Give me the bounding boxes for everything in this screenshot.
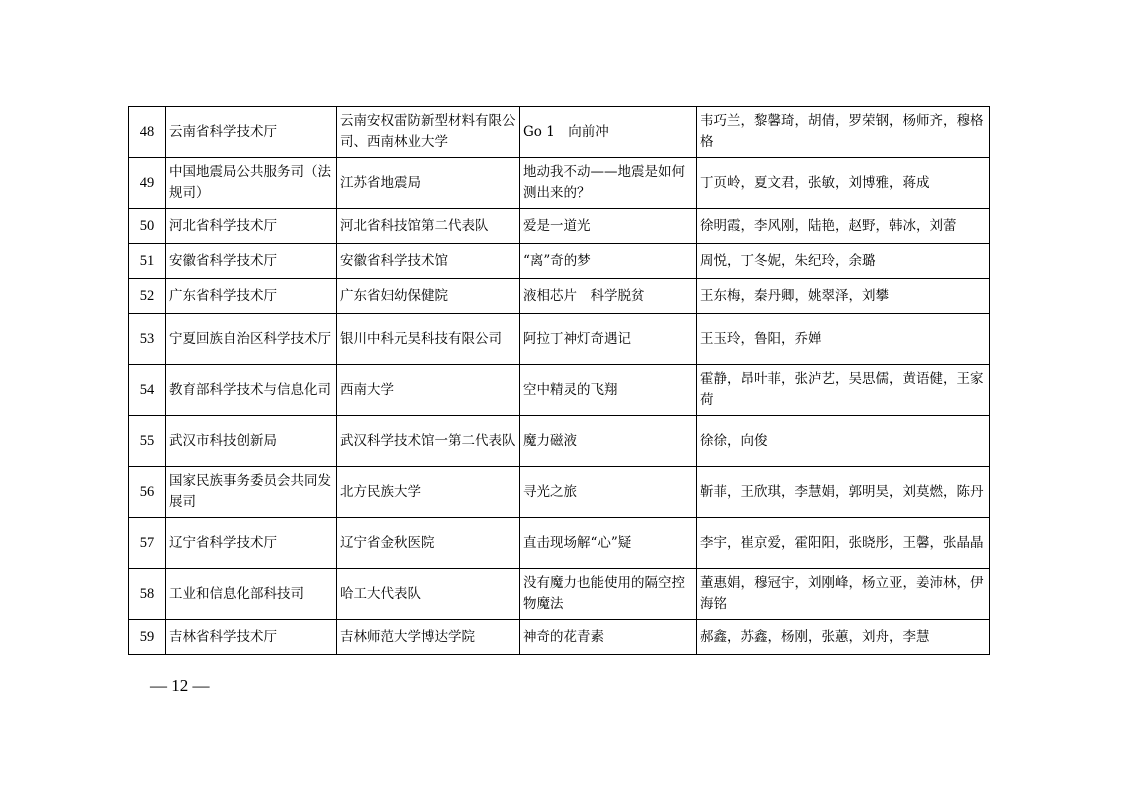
unit-cell: 哈工大代表队: [337, 569, 520, 620]
unit-cell: 江苏省地震局: [337, 158, 520, 209]
department-cell: 吉林省科学技术厅: [166, 620, 337, 655]
row-number: 57: [129, 518, 166, 569]
title-cell: 爱是一道光: [520, 209, 697, 244]
row-number: 59: [129, 620, 166, 655]
department-cell: 云南省科学技术厅: [166, 107, 337, 158]
row-number: 54: [129, 365, 166, 416]
title-cell: 直击现场解“心”疑: [520, 518, 697, 569]
unit-cell: 云南安权雷防新型材料有限公司、西南林业大学: [337, 107, 520, 158]
table-row: [129, 416, 990, 467]
unit-cell: 广东省妇幼保健院: [337, 279, 520, 314]
title-cell: 阿拉丁神灯奇遇记: [520, 314, 697, 365]
row-number: 52: [129, 279, 166, 314]
members-cell: 丁页岭，夏文君，张敏，刘博雅，蒋成: [697, 158, 990, 209]
row-number: 51: [129, 244, 166, 279]
title-cell: 地动我不动——地震是如何测出来的？: [520, 158, 697, 209]
department-cell: 广东省科学技术厅: [166, 279, 337, 314]
title-cell: 液相芯片 科学脱贫: [520, 279, 697, 314]
row-number: 55: [129, 416, 166, 467]
unit-cell: 安徽省科学技术馆: [337, 244, 520, 279]
members-cell: 周悦，丁冬妮，朱纪玲，余璐: [697, 244, 990, 279]
unit-cell: 银川中科元昊科技有限公司: [337, 314, 520, 365]
unit-cell: 辽宁省金秋医院: [337, 518, 520, 569]
members-cell: 董惠娟，穆冠宇，刘刚峰，杨立亚，姜沛林，伊海铭: [697, 569, 990, 620]
title-cell: 没有魔力也能使用的隔空控物魔法: [520, 569, 697, 620]
table-row: [129, 467, 990, 518]
members-cell: 霍静，昂叶菲，张泸艺，吴思儒，黄语健，王家荷: [697, 365, 990, 416]
title-cell: 魔力磁液: [520, 416, 697, 467]
unit-cell: 北方民族大学: [337, 467, 520, 518]
table-row: [129, 107, 990, 158]
row-number: 49: [129, 158, 166, 209]
department-cell: 国家民族事务委员会共同发展司: [166, 467, 337, 518]
row-number: 58: [129, 569, 166, 620]
members-cell: 王玉玲，鲁阳，乔婵: [697, 314, 990, 365]
members-cell: 李宇，崔京爱，霍阳阳，张晓彤，王馨，张晶晶: [697, 518, 990, 569]
row-number: 56: [129, 467, 166, 518]
table-row: [129, 279, 990, 314]
members-cell: 徐明霞，李风刚，陆艳，赵野，韩冰，刘蕾: [697, 209, 990, 244]
table-row: [129, 518, 990, 569]
unit-cell: 吉林师范大学博达学院: [337, 620, 520, 655]
department-cell: 河北省科学技术厅: [166, 209, 337, 244]
department-cell: 宁夏回族自治区科学技术厅: [166, 314, 337, 365]
department-cell: 教育部科学技术与信息化司: [166, 365, 337, 416]
table-row: [129, 209, 990, 244]
row-number: 50: [129, 209, 166, 244]
title-cell: 空中精灵的飞翔: [520, 365, 697, 416]
members-cell: 韦巧兰，黎馨琦，胡倩，罗荣钢，杨师齐，穆格格: [697, 107, 990, 158]
table-body: [129, 107, 990, 655]
table-row: [129, 244, 990, 279]
unit-cell: 河北省科技馆第二代表队: [337, 209, 520, 244]
award-table: [128, 106, 990, 655]
row-number: 48: [129, 107, 166, 158]
department-cell: 武汉市科技创新局: [166, 416, 337, 467]
members-cell: 郝鑫，苏鑫，杨刚，张蕙，刘舟，李慧: [697, 620, 990, 655]
unit-cell: 西南大学: [337, 365, 520, 416]
unit-cell: 武汉科学技术馆一第二代表队: [337, 416, 520, 467]
department-cell: 安徽省科学技术厅: [166, 244, 337, 279]
members-cell: 靳菲，王欣琪，李慧娟，郭明昊，刘莫燃，陈丹: [697, 467, 990, 518]
table-row: [129, 314, 990, 365]
members-cell: 徐徐，向俊: [697, 416, 990, 467]
department-cell: 辽宁省科学技术厅: [166, 518, 337, 569]
members-cell: 王东梅，秦丹卿，姚翠泽，刘攀: [697, 279, 990, 314]
title-cell: 神奇的花青素: [520, 620, 697, 655]
department-cell: 工业和信息化部科技司: [166, 569, 337, 620]
title-cell: 寻光之旅: [520, 467, 697, 518]
table-row: [129, 620, 990, 655]
table-row: [129, 569, 990, 620]
page-number: — 12 —: [150, 676, 210, 695]
title-cell: “离”奇的梦: [520, 244, 697, 279]
row-number: 53: [129, 314, 166, 365]
title-cell: Go 1 向前冲: [520, 107, 697, 158]
table-row: [129, 365, 990, 416]
department-cell: 中国地震局公共服务司（法规司）: [166, 158, 337, 209]
table-row: [129, 158, 990, 209]
